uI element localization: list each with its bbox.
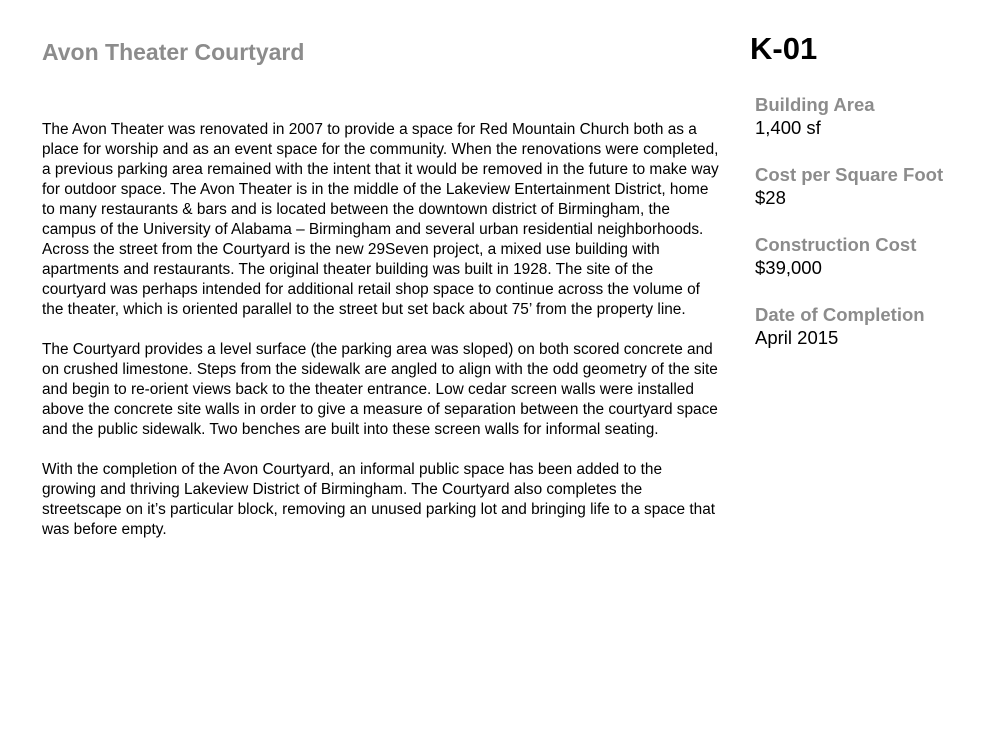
project-facts [755, 93, 990, 373]
description-paragraph-2: The Courtyard provides a level surface (the parking area was sloped) on both scored concrete and on crushed limestone. Steps from the sidewalk are angled to align with the odd geometry of the site and begin to re-orient views back to the theater entrance. Low cedar screen walls were installed above the concrete site walls in order to give a measure of separation between the courtyard space and the public sidewalk. Two benches are built into these screen walls for informal seating. [42, 341, 718, 438]
fact-value: April 2015 [755, 327, 839, 348]
fact-cost-per-square-foot [755, 163, 990, 209]
fact-value: $39,000 [755, 257, 822, 278]
fact-construction-cost [755, 233, 990, 279]
description-paragraph-3: With the completion of the Avon Courtyard, an informal public space has been added to the growing and thriving Lakeview District of Birmingham. The Courtyard also completes the streetscape on it’s particular block, removing an unused parking lot and bringing life to a space that was before empty. [42, 461, 716, 538]
project-description [42, 120, 720, 560]
fact-building-area [755, 93, 990, 139]
fact-label: Cost per Square Foot [755, 164, 944, 185]
project-code: K-01 [750, 31, 818, 66]
fact-label: Building Area [755, 94, 875, 115]
fact-value: 1,400 sf [755, 117, 821, 138]
project-title: Avon Theater Courtyard [42, 39, 305, 65]
fact-label: Date of Completion [755, 304, 925, 325]
fact-date-of-completion [755, 303, 990, 349]
fact-value: $28 [755, 187, 786, 208]
fact-label: Construction Cost [755, 234, 917, 255]
description-paragraph-1: The Avon Theater was renovated in 2007 to provide a space for Red Mountain Church both as a place for worship and as an event space for the community. When the renovations were completed, a previous parking area remained with the intent that it would be removed in the future to make way for outdoor space. The Avon Theater is in the middle of the Lakeview Entertainment District, home to many restaurants & bars and is located between the downtown district of Birmingham, the campus of the University of Alabama – Birmingham and several urban residential neighborhoods. Across the street from the Courtyard is the new 29Seven project, a mixed use building with apartments and restaurants. The original theater building was built in 1928. The site of the courtyard was perhaps intended for additional retail shop space to continue across the volume of the theater, which is oriented parallel to the street but set back about 75’ from the property line. [42, 121, 719, 318]
